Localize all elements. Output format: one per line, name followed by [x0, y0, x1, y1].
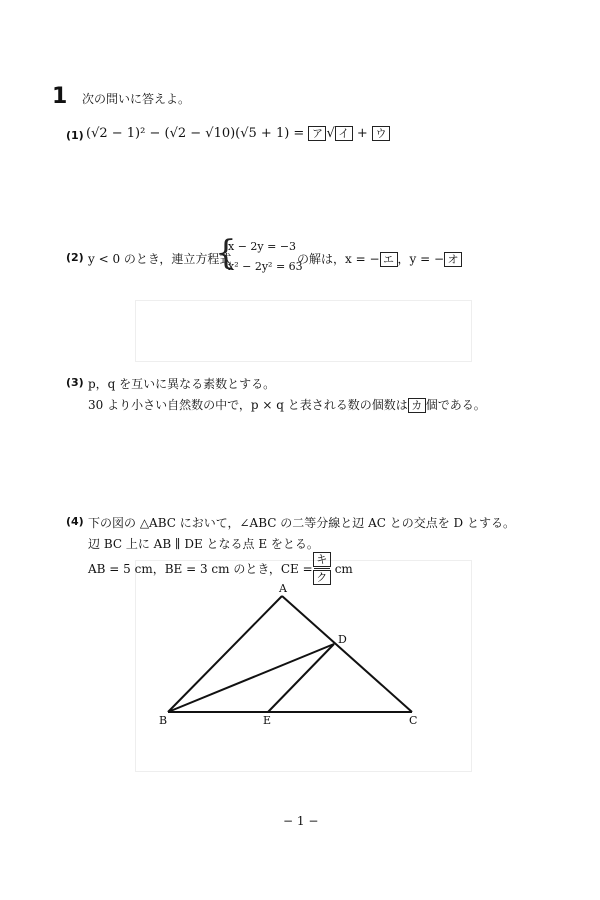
q3-label: (3) — [66, 376, 84, 389]
q1-expression: (√2 − 1)² − (√2 − √10)(√5 + 1) = — [86, 126, 305, 141]
q1-plus: + — [356, 126, 368, 141]
answer-box-ku[interactable]: ク — [313, 570, 331, 585]
q4-label: (4) — [66, 515, 84, 528]
answer-box-a[interactable]: ア — [308, 126, 326, 141]
q3-line2-pre: 30 より小さい自然数の中で，p × q と表される数の個数は — [88, 398, 408, 412]
point-e-label: E — [263, 714, 272, 727]
vertex-a-label: A — [279, 582, 287, 595]
q2-answer-intro: の解は，x = − — [297, 252, 380, 266]
segment-bd — [168, 644, 334, 712]
sqrt-symbol: √ — [326, 126, 335, 141]
answer-box-o[interactable]: オ — [444, 252, 462, 267]
q2-label: (2) — [66, 251, 84, 264]
answer-box-i[interactable]: イ — [335, 126, 353, 141]
answer-box-u[interactable]: ウ — [372, 126, 390, 141]
q2-condition: y < 0 のとき，連立方程式 — [88, 252, 232, 266]
q2-eq2: x² − 2y² = 63 — [228, 260, 303, 273]
answer-box-ki[interactable]: キ — [313, 552, 331, 567]
q2-answer-mid: ，y = − — [397, 252, 445, 266]
section-instruction: 次の問いに答えよ。 — [82, 92, 191, 106]
q1-label: (1) — [66, 129, 84, 142]
answer-box-e[interactable]: エ — [380, 252, 398, 267]
answer-box-ka[interactable]: カ — [408, 398, 426, 413]
point-d-label: D — [338, 633, 347, 646]
page-number: − 1 − — [283, 814, 319, 828]
vertex-c-label: C — [409, 714, 418, 727]
q4-unit: cm — [334, 561, 353, 576]
section-number: 1 — [52, 84, 68, 109]
q4-line2: 辺 BC 上に AB ∥ DE となる点 E をとる。 — [88, 537, 319, 551]
vertex-b-label: B — [159, 714, 168, 727]
q3-line2-post: 個である。 — [425, 398, 486, 412]
q4-line3-pre: AB = 5 cm，BE = 3 cm のとき，CE = — [88, 562, 313, 576]
side-ac — [282, 596, 412, 712]
side-ab — [168, 596, 282, 712]
segment-de — [268, 644, 334, 712]
q2-eq1: x − 2y = −3 — [228, 240, 297, 253]
q4-line1: 下の図の △ABC において，∠ABC の二等分線と辺 AC との交点を D とする。 — [88, 516, 515, 530]
q3-line1: p，q を互いに異なる素数とする。 — [88, 377, 276, 391]
system-brace: { — [215, 233, 237, 273]
